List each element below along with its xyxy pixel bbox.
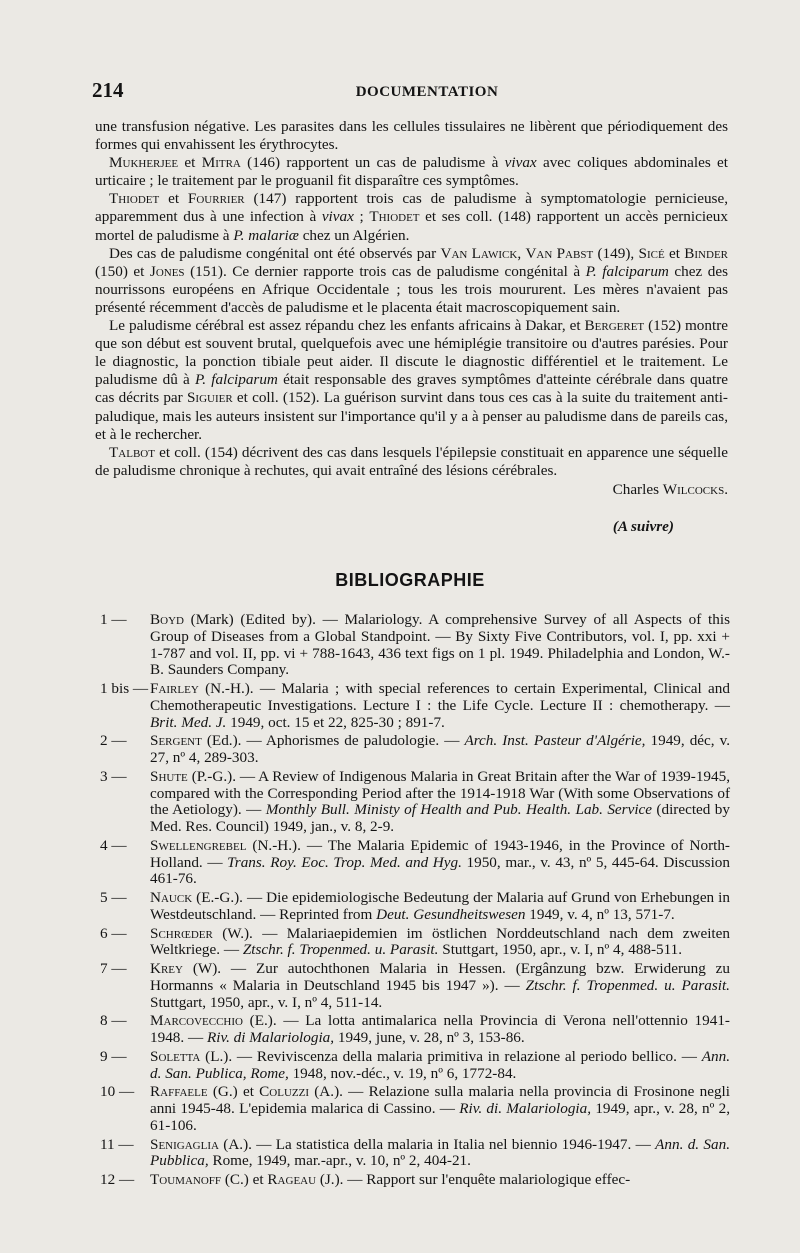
paragraph: Thiodet et Fourrier (147) rapportent trois cas de paludisme à symptomatologie pernicieuse, apparemment dus à une infection à vivax ; Thiodet et ses coll. (148) rapportent un accès pernicieux mortel de paludisme à P. malariæ chez un Algérien. [95, 190, 728, 244]
entry-journal: Monthly Bull. Ministy of Health and Pub. Health. Lab. Service [265, 801, 653, 819]
entry-text [150, 961, 730, 1011]
entry-text [150, 1049, 730, 1083]
entry-text [150, 1137, 730, 1171]
entry-author: Sergent [150, 732, 202, 750]
author-name: Talbot [109, 443, 155, 461]
entry-author: Krey [150, 960, 183, 977]
entry-body: (N.-H.). — The Malaria Epidemic of 1943-1946, in the Province of North-Holland. — [150, 836, 730, 871]
entry-body: (C.) et [221, 1171, 268, 1188]
entry-text [150, 926, 730, 960]
entry-author: Boyd [150, 611, 184, 628]
entry-text [150, 890, 730, 924]
entry-author: Marcovecchio [150, 1012, 243, 1030]
entry-body: (N.-H.). — Malaria ; with special references to certain Experimental, Clinical and Chemotherapeutic Investigations. Lecture I : the Life Cycle. Lecture II : chemotherapy. — [150, 680, 730, 714]
entry-text [150, 612, 730, 679]
to-be-continued: (A suivre) [612, 518, 674, 535]
entry-body: Stuttgart, 1950, apr., v. I, nº 4, 488-511. [438, 941, 683, 959]
entry-number: 2 — [100, 732, 127, 750]
entry-body: (A.). — La statistica della malaria in Italia nel biennio 1946-1947. — [218, 1135, 656, 1153]
bibliography-entry [100, 961, 730, 1011]
species-name: P. malariæ [233, 226, 299, 244]
bibliography-entry [100, 733, 730, 767]
author-signature: Charles Wilcocks. [612, 481, 728, 498]
entry-body: (J.). — Rapport sur l'enquête malariologique effec- [316, 1171, 631, 1188]
author-name: Mukherjee [109, 154, 179, 172]
entry-journal: Brit. Med. J. [150, 713, 227, 731]
entry-journal: Arch. Inst. Pasteur d'Algérie, [464, 732, 646, 750]
bibliography-entry [100, 926, 730, 960]
entry-number: 1 bis — [100, 680, 149, 697]
bibliography-entry [100, 769, 730, 836]
bibliography-list [100, 612, 730, 1191]
entry-text [150, 1084, 730, 1134]
entry-author: Shute [150, 767, 188, 785]
entry-body: (W.). — Malariaepidemien im östlichen Norddeutschland nach dem zweiten Weltkriege. — [150, 924, 730, 959]
author-name: Thiodet [109, 190, 160, 208]
entry-body: (G.) et [207, 1083, 260, 1101]
entry-number: 12 — [100, 1171, 135, 1188]
entry-body: 1949, oct. 15 et 22, 825-30 ; 891-7. [226, 713, 445, 731]
entry-body: 1949, déc, v. 27, nº 4, 289-303. [150, 732, 731, 766]
species-name: vivax [321, 208, 354, 226]
entry-body: (E.). — La lotta antimalarica nella Provincia di Verona nell'ottennio 1941-1948. — [150, 1012, 730, 1046]
entry-body: 1949, apr., v. 28, nº 2, 61-106. [150, 1100, 731, 1134]
entry-number: 8 — [100, 1012, 127, 1030]
entry-author: Soletta [150, 1047, 201, 1065]
entry-number: 11 — [100, 1135, 134, 1153]
entry-author: Coluzzi [259, 1083, 310, 1101]
entry-text [150, 1013, 730, 1047]
entry-text [150, 733, 730, 767]
paragraph: Le paludisme cérébral est assez répandu chez les enfants africains à Dakar, et Bergeret (152) montre que son début est souvent brutal, quelquefois avec une hémiplégie transitoire ou d'autres parésies. Pour le diagnostic, la ponction tibiale peut aider. Il discute le diagnostic différentiel et le traitement. Le paludisme dû à P. falciparum était responsable des graves symptômes d'atteinte cérébrale dans quatre cas décrits par Siguier et coll. (152). La guérison survint dans tous ces cas à la suite du traitement anti-paludique, mais les auteurs insistent sur l'importance qu'il y a à penser au paludisme dans de pareils cas, et à le rechercher. [95, 317, 729, 443]
entry-number: 9 — [100, 1047, 127, 1065]
entry-journal: Riv. di Malariologia, [206, 1029, 335, 1046]
entry-number: 6 — [100, 924, 127, 942]
entry-number: 10 — [100, 1083, 135, 1101]
paragraph: une transfusion négative. Les parasites dans les cellules tissulaires ne libèrent que périodiquement des formes qui envahissent les érythrocytes. [95, 118, 728, 154]
entry-journal: Ann. d. San. Publica, Rome, [150, 1047, 730, 1082]
species-name: vivax [504, 154, 537, 172]
bibliography-entry [100, 1084, 730, 1134]
entry-body: (A.). — Relazione sulla malaria nella provincia di Frosinone negli anni 1945-48. L'epidemia malarica di Cassino. — [150, 1083, 730, 1117]
entry-body: 1949, v. 4, nº 13, 571-7. [525, 905, 675, 923]
entry-text [150, 1172, 730, 1189]
bibliography-entry [100, 612, 730, 679]
entry-number: 3 — [100, 767, 127, 785]
bibliography-entry [100, 838, 730, 888]
entry-body: 1948, nov.-déc., v. 19, nº 6, 1772-84. [288, 1064, 517, 1082]
entry-body: 1950, mar., v. 43, nº 5, 445-64. Discussion 461-76. [150, 853, 730, 888]
entry-body: (L.). — Reviviscenza della malaria primitiva in relazione al periodo bellico. — [200, 1047, 702, 1065]
entry-journal: Riv. di. Malariologia, [459, 1100, 592, 1117]
bibliography-entry [100, 1137, 730, 1171]
bibliography-entry [100, 1172, 730, 1189]
entry-author: Swellengrebel [150, 836, 247, 854]
paragraph: Mukherjee et Mitra (146) rapportent un cas de paludisme à vivax avec coliques abdominales et urticaire ; le traitement par le proguanil fit disparaître ces symptômes. [95, 154, 729, 190]
entry-journal: Ann. d. San. Pubblica, [150, 1135, 731, 1170]
entry-number: 4 — [100, 836, 127, 854]
entry-body: (directed by Med. Res. Council) 1949, jan., v. 8, 2-9. [150, 801, 730, 835]
author-name: Binder [684, 244, 729, 262]
author-name: Siguier [186, 389, 233, 407]
entry-author: Schrœder [150, 924, 213, 942]
bibliography-title: BIBLIOGRAPHIE [335, 570, 485, 590]
author-name: Fourrier [187, 190, 245, 208]
entry-body: Stuttgart, 1950, apr., v. I, nº 4, 511-14. [150, 993, 383, 1011]
author-name: Thiodet [369, 208, 420, 226]
species-name: P. falciparum [194, 371, 278, 389]
entry-text [150, 681, 730, 731]
entry-number: 5 — [100, 889, 127, 906]
bibliography-entry [100, 1049, 730, 1083]
entry-number: 1 — [100, 611, 127, 628]
body-text [95, 118, 728, 480]
entry-author: Fairley [150, 680, 199, 697]
entry-body: 1949, june, v. 28, nº 3, 153-86. [334, 1029, 525, 1046]
entry-body: (Ed.). — Aphorismes de paludologie. — [201, 732, 465, 750]
entry-author: Raffaele [150, 1083, 208, 1101]
entry-body: (W). — Zur autochthonen Malaria in Hessen. (Ergânzung bzw. Erwiderung zu Hormanns « Malaria in Deutschland 1945 bis 1947 »). — [150, 960, 730, 994]
entry-journal: Trans. Roy. Eoc. Trop. Med. and Hyg. [227, 853, 462, 871]
entry-body: (P.-G.). — A Review of Indigenous Malaria in Great Britain after the War of 1939-1945, compared with the Corresponding Period after the 1914-1918 War (With some Observations of the Aetiology). — [150, 767, 730, 819]
bibliography-entry [100, 890, 730, 924]
entry-journal: Ztschr. f. Tropenmed. u. Parasit. [525, 976, 730, 994]
author-name: Jones [149, 262, 185, 280]
entry-text [150, 838, 730, 888]
entry-author: Rageau [267, 1171, 317, 1188]
author-name: Van Pabst [525, 244, 594, 262]
entry-text [150, 769, 730, 836]
page-number: 214 [92, 78, 124, 102]
entry-journal: Ztschr. f. Tropenmed. u. Parasit. [242, 941, 439, 959]
entry-author: Nauck [150, 889, 193, 906]
running-head: DOCUMENTATION [355, 84, 499, 100]
entry-body: (Mark) (Edited by). — Malariology. A comprehensive Survey of all Aspects of this Group of Diseases from a Global Standpoint. — By Sixty Five Contributors, vol. I, pp. xxi + 1-787 and vol. II, pp. vi + 788-1643, 436 text figs on 1 pl. 1949. Philadelphia and London, W.-B. Saunders Company. [150, 611, 730, 679]
entry-journal: Deut. Gesundheitswesen [376, 905, 526, 923]
entry-number: 7 — [100, 960, 127, 977]
species-name: P. falciparum [585, 262, 669, 280]
author-name: Bergeret [584, 317, 645, 335]
entry-body: Rome, 1949, mar.-apr., v. 10, nº 2, 404-21. [208, 1152, 471, 1170]
entry-body: (E.-G.). — Die epidemiologische Bedeutung der Malaria auf Grund von Erhebungen in Westdeutschland. — Reprinted from [150, 889, 730, 923]
paragraph: Talbot et coll. (154) décrivent des cas dans lesquels l'épilepsie constituait en apparence une séquelle de paludisme chronique à rechutes, qui avait entraîné des lésions cérébrales. [95, 443, 728, 479]
author-name: Sicé [638, 244, 665, 262]
paragraph: Des cas de paludisme congénital ont été observés par Van Lawick, Van Pabst (149), Sicé et Binder (150) et Jones (151). Ce dernier rapporte trois cas de paludisme congénital à P. falciparum chez des nourrissons européens en Afrique Occidentale ; tous les trois moururent. Les mères n'avaient pas présenté récemment d'accès de paludisme et le placenta était macroscopiquement sain. [95, 244, 729, 316]
page-header [92, 78, 732, 108]
author-name: Mitra [201, 154, 241, 172]
entry-author: Senigaglia [150, 1135, 219, 1153]
author-name: Van Lawick [440, 244, 518, 262]
bibliography-entry [100, 1013, 730, 1047]
entry-author: Toumanoff [150, 1171, 222, 1188]
bibliography-entry [100, 681, 730, 731]
